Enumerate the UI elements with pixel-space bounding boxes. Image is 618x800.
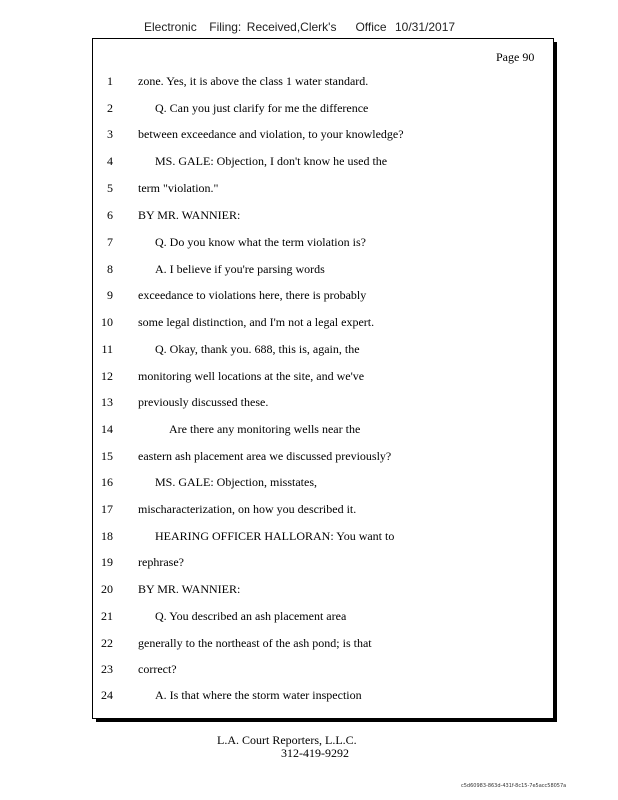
header-office: Office [355,20,387,34]
transcript-line [0,262,618,280]
transcript-line [0,449,618,467]
line-number: 3 [107,127,113,141]
transcript-line [0,74,618,92]
line-text: generally to the northeast of the ash pond; is that [138,636,372,650]
transcript-line [0,288,618,306]
line-text: BY MR. WANNIER: [138,208,241,222]
page-number: Page 90 [496,50,535,64]
line-number: 15 [101,449,113,463]
line-text: A. Is that where the storm water inspection [155,688,362,702]
line-text: some legal distinction, and I'm not a legal expert. [138,315,375,329]
line-text: monitoring well locations at the site, and we've [138,369,365,383]
line-number: 14 [101,422,113,436]
line-number: 9 [107,288,113,302]
header-filing: Filing: [209,20,242,34]
transcript-line [0,342,618,360]
transcript-line [0,529,618,547]
line-number: 2 [107,101,113,115]
line-number: 11 [101,342,113,356]
transcript-line [0,181,618,199]
line-number: 7 [107,235,113,249]
line-text: eastern ash placement area we discussed previously? [138,449,392,463]
header-date: 10/31/2017 [394,20,456,34]
transcript-line [0,395,618,413]
line-text: A. I believe if you're parsing words [155,262,325,276]
filing-stamp-header [144,20,474,38]
transcript-line [0,422,618,440]
transcript-line [0,101,618,119]
line-text: exceedance to violations here, there is probably [138,288,367,302]
line-number: 22 [101,636,113,650]
line-number: 12 [101,369,113,383]
line-number: 6 [107,208,113,222]
line-text: Q. Do you know what the term violation is? [155,235,366,249]
line-number: 20 [101,582,113,596]
line-number: 17 [101,502,113,516]
transcript-line [0,609,618,627]
transcript-line [0,636,618,654]
line-number: 23 [101,662,113,676]
line-text: between exceedance and violation, to your knowledge? [138,127,404,141]
line-number: 13 [101,395,113,409]
transcript-line [0,369,618,387]
line-number: 4 [107,154,113,168]
header-electronic: Electronic [144,20,197,34]
transcript-line [0,555,618,573]
line-text: BY MR. WANNIER: [138,582,241,596]
line-text: MS. GALE: Objection, I don't know he used the [155,154,388,168]
line-text: mischaracterization, on how you described it. [138,502,357,516]
line-text: MS. GALE: Objection, misstates, [155,475,317,489]
line-number: 18 [101,529,113,543]
line-text: zone. Yes, it is above the class 1 water standard. [138,74,369,88]
transcript-line [0,208,618,226]
line-text: term "violation." [138,181,219,195]
line-number: 1 [107,74,113,88]
transcript-line [0,502,618,520]
transcript-line [0,127,618,145]
line-number: 5 [107,181,113,195]
header-received: Received,Clerk's [246,20,337,34]
document-id: c5d60983-863d-431f-8c15-7e5acc58057a [461,783,567,789]
transcript-line [0,688,618,706]
line-text: Q. Can you just clarify for me the difference [155,101,369,115]
line-text: correct? [138,662,177,676]
transcript-line [0,475,618,493]
line-text: rephrase? [138,555,184,569]
line-number: 8 [107,262,113,276]
line-text: Q. You described an ash placement area [155,609,347,623]
transcript-line [0,235,618,253]
line-text: Are there any monitoring wells near the [169,422,361,436]
line-number: 10 [101,315,113,329]
reporter-phone: 312-419-9292 [281,746,349,760]
line-number: 19 [101,555,113,569]
transcript-line [0,662,618,680]
line-number: 16 [101,475,113,489]
line-number: 21 [101,609,113,623]
transcript-line [0,582,618,600]
line-number: 24 [101,688,113,702]
line-text: previously discussed these. [138,395,269,409]
transcript-line [0,315,618,333]
reporter-company: L.A. Court Reporters, L.L.C. [217,733,357,747]
transcript-line [0,154,618,172]
line-text: HEARING OFFICER HALLORAN: You want to [155,529,395,543]
line-text: Q. Okay, thank you. 688, this is, again, the [155,342,360,356]
